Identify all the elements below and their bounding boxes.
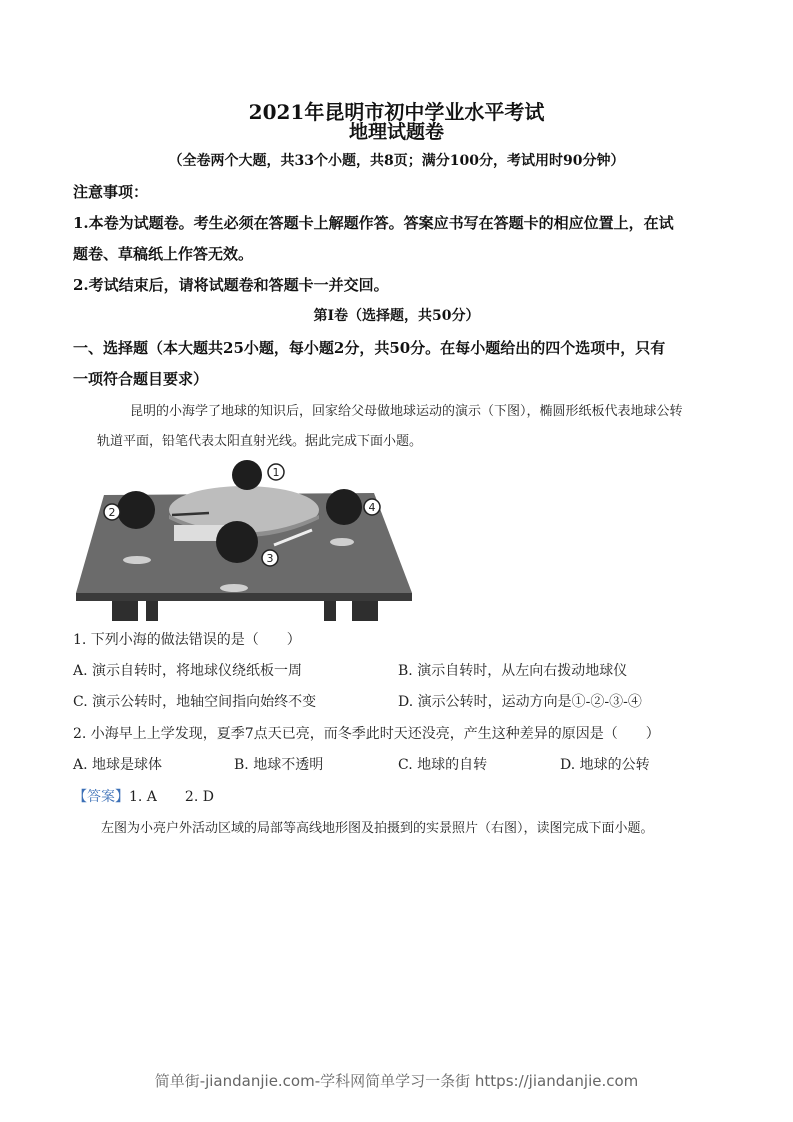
- part-heading: 第Ⅰ卷（选择题，共50分）: [313, 308, 480, 324]
- answer-text: 1. A 2. D: [129, 789, 214, 805]
- answer-tag: 【答案】: [73, 789, 129, 805]
- section-heading: 一、选择题（本大题共25小题，每小题2分，共50分。在每小题给出的四个选项中，只有: [73, 339, 666, 357]
- svg-text:4: 4: [368, 501, 376, 514]
- earth-motion-figure: [74, 455, 414, 621]
- question-2-option-b: B. 地球不透明: [234, 757, 324, 773]
- intro-text-cont: 轨道平面，铅笔代表太阳直射光线。据此完成下面小题。: [97, 434, 423, 449]
- notes-heading: 注意事项：: [73, 183, 149, 201]
- intro-text: 昆明的小海学了地球的知识后，回家给父母做地球运动的演示（下图），椭圆形纸板代表地球公转: [130, 404, 683, 419]
- globe-1: [232, 460, 262, 490]
- svg-text:2: 2: [108, 506, 116, 519]
- question-1-option-b: B. 演示自转时，从左向右拨动地球仪: [398, 663, 628, 679]
- page-title: 2021年昆明市初中学业水平考试: [248, 100, 545, 124]
- question-2-stem: 2. 小海早上上学发现，夏季7点天已亮，而冬季此时天还没亮，产生这种差异的原因是（ ）: [73, 726, 660, 742]
- exam-info: （全卷两个大题，共33个小题，共8页；满分100分，考试用时90分钟）: [168, 153, 625, 169]
- answer-line: [73, 786, 214, 806]
- question-2-option-c: C. 地球的自转: [398, 757, 488, 773]
- svg-text:3: 3: [266, 552, 274, 565]
- note-1-cont: 题卷、草稿纸上作答无效。: [73, 245, 254, 263]
- question-1-option-a: A. 演示自转时，将地球仪绕纸板一周: [73, 663, 303, 679]
- question-2-option-d: D. 地球的公转: [560, 757, 650, 773]
- section-heading-cont: 一项符合题目要求）: [73, 370, 209, 388]
- page-footer: 简单街-jiandanjie.com-学科网简单学习一条街 https://jiandanjie.com: [154, 1072, 639, 1090]
- question-1-option-c: C. 演示公转时，地轴空间指向始终不变: [73, 694, 317, 710]
- note-2: 2.考试结束后，请将试题卷和答题卡一并交回。: [73, 276, 389, 294]
- svg-text:1: 1: [272, 466, 280, 479]
- table-globes-illustration: [74, 455, 414, 621]
- page-subtitle: 地理试题卷: [348, 121, 444, 143]
- next-intro-text: 左图为小亮户外活动区域的局部等高线地形图及拍摄到的实景照片（右图），读图完成下面小题。: [101, 821, 654, 836]
- note-1: 1.本卷为试题卷。考生必须在答题卡上解题作答。答案应书写在答题卡的相应位置上，在试: [73, 214, 674, 232]
- question-1-option-d: D. 演示公转时，运动方向是①-②-③-④: [398, 694, 642, 710]
- question-2-option-a: A. 地球是球体: [73, 757, 163, 773]
- question-1-stem: 1. 下列小海的做法错误的是（ ）: [73, 632, 301, 648]
